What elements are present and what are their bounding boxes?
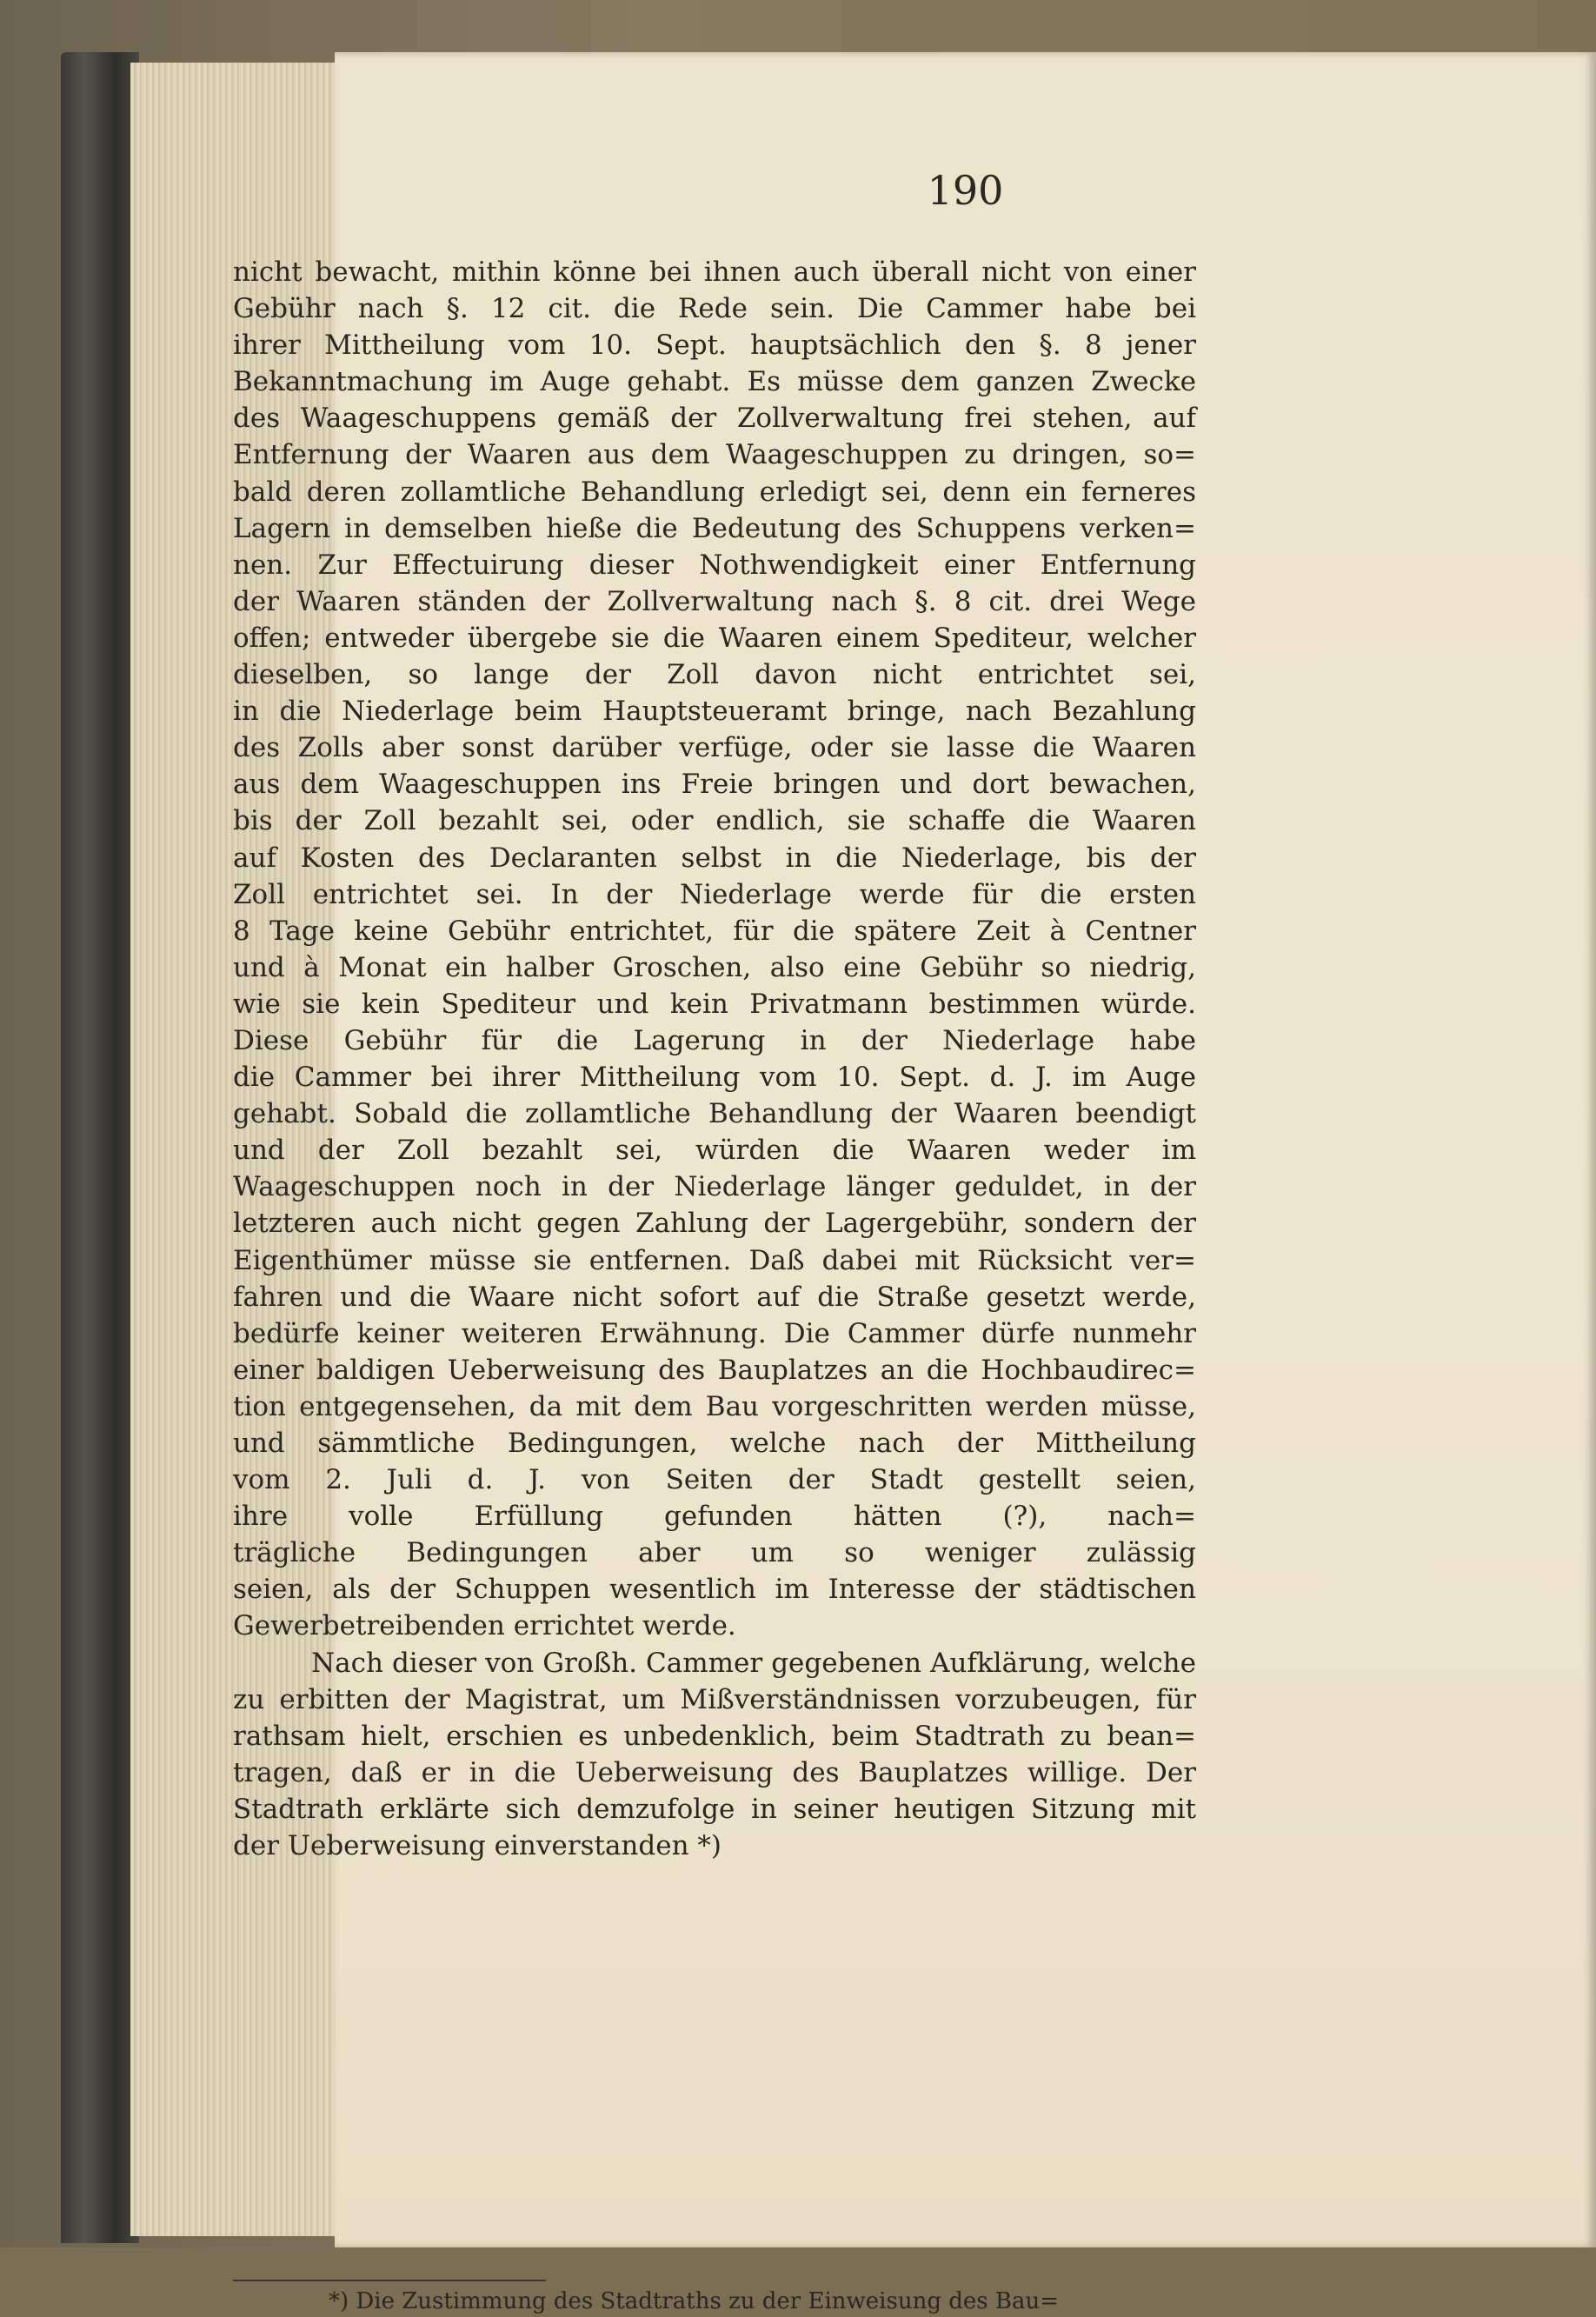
text-line: fahren und die Waare nicht sofort auf die Straße gesetzt werde,	[233, 1281, 1196, 1313]
text-line: Gebühr nach §. 12 cit. die Rede sein. Die Cammer habe bei	[233, 293, 1196, 325]
text-line: tragen, daß er in die Ueberweisung des Bauplatzes willige. Der	[233, 1756, 1196, 1788]
text-line: Bekanntmachung im Auge gehabt. Es müsse dem ganzen Zwecke	[233, 366, 1196, 398]
text-line: bald deren zollamtliche Behandlung erledigt sei, denn ein ferneres	[233, 476, 1196, 508]
book-spine	[61, 52, 139, 2243]
text-line: rathsam hielt, erschien es unbedenklich, beim Stadtrath zu bean=	[233, 1720, 1196, 1752]
text-line: 8 Tage keine Gebühr entrichtet, für die spätere Zeit à Centner	[233, 915, 1196, 947]
text-line: letzteren auch nicht gegen Zahlung der Lagergebühr, sondern der	[233, 1208, 1196, 1240]
text-line: die Cammer bei ihrer Mittheilung vom 10. Sept. d. J. im Auge	[233, 1062, 1196, 1094]
text-line: ihrer Mittheilung vom 10. Sept. hauptsächlich den §. 8 jener	[233, 330, 1196, 362]
text-line: nicht bewacht, mithin könne bei ihnen auch überall nicht von einer	[233, 256, 1196, 288]
text-line: Diese Gebühr für die Lagerung in der Niederlage habe	[233, 1024, 1196, 1056]
text-line: der Ueberweisung einverstanden *)	[233, 1830, 722, 1862]
text-line: Zoll entrichtet sei. In der Niederlage werde für die ersten	[233, 878, 1196, 910]
text-line: bis der Zoll bezahlt sei, oder endlich, sie schaffe die Waaren	[233, 805, 1196, 837]
text-line: dieselben, so lange der Zoll davon nicht entrichtet sei,	[233, 659, 1196, 691]
text-line: Entfernung der Waaren aus dem Waageschuppen zu dringen, so=	[233, 439, 1196, 471]
text-line: des Waageschuppens gemäß der Zollverwaltung frei stehen, auf	[233, 403, 1196, 435]
text-line: Stadtrath erklärte sich demzufolge in seiner heutigen Sitzung mit	[233, 1793, 1196, 1825]
text-line: zu erbitten der Magistrat, um Mißverständnissen vorzubeugen, für	[233, 1683, 1196, 1715]
text-line: ihre volle Erfüllung gefunden hätten (?), nach=	[233, 1501, 1196, 1533]
text-line: aus dem Waageschuppen ins Freie bringen und dort bewachen,	[233, 769, 1196, 801]
body-text	[233, 254, 1196, 1864]
text-line: seien, als der Schuppen wesentlich im Interesse der städtischen	[233, 1574, 1196, 1606]
text-line: in die Niederlage beim Hauptsteueramt bringe, nach Bezahlung	[233, 696, 1196, 728]
text-line: trägliche Bedingungen aber um so weniger zulässig	[233, 1537, 1196, 1569]
text-line: Gewerbetreibenden errichtet werde.	[233, 1610, 736, 1642]
text-line: Lagern in demselben hieße die Bedeutung des Schuppens verken=	[233, 512, 1196, 544]
text-line: Eigenthümer müsse sie entfernen. Daß dabei mit Rücksicht ver=	[233, 1244, 1196, 1276]
text-line: Waageschuppen noch in der Niederlage länger geduldet, in der	[233, 1171, 1196, 1203]
text-line: und sämmtliche Bedingungen, welche nach der Mittheilung	[233, 1428, 1196, 1459]
footnote: *) Die Zustimmung des Stadtraths zu der Einweisung des Bau=	[329, 2288, 1060, 2314]
page-number: 190	[927, 167, 1004, 214]
text-line: nen. Zur Effectuirung dieser Nothwendigkeit einer Entfernung	[233, 549, 1196, 581]
text-line: einer baldigen Ueberweisung des Bauplatzes an die Hochbaudirec=	[233, 1354, 1196, 1386]
text-line: Nach dieser von Großh. Cammer gegebenen Aufklärung, welche	[311, 1647, 1196, 1679]
text-line: tion entgegensehen, da mit dem Bau vorgeschritten werden müsse,	[233, 1390, 1196, 1422]
text-line: auf Kosten des Declaranten selbst in die Niederlage, bis der	[233, 842, 1196, 874]
text-line: und à Monat ein halber Groschen, also eine Gebühr so niedrig,	[233, 951, 1196, 983]
text-line: und der Zoll bezahlt sei, würden die Waaren weder im	[233, 1135, 1196, 1167]
text-line: der Waaren ständen der Zollverwaltung nach §. 8 cit. drei Wege	[233, 585, 1196, 617]
footnote-rule	[233, 2280, 546, 2281]
text-line: bedürfe keiner weiteren Erwähnung. Die Cammer dürfe nunmehr	[233, 1317, 1196, 1349]
text-line: des Zolls aber sonst darüber verfüge, oder sie lasse die Waaren	[233, 732, 1196, 764]
text-line: vom 2. Juli d. J. von Seiten der Stadt gestellt seien,	[233, 1464, 1196, 1496]
text-line: offen; entweder übergebe sie die Waaren einem Spediteur, welcher	[233, 622, 1196, 654]
text-line: gehabt. Sobald die zollamtliche Behandlung der Waaren beendigt	[233, 1098, 1196, 1130]
text-line: wie sie kein Spediteur und kein Privatmann bestimmen würde.	[233, 988, 1196, 1020]
